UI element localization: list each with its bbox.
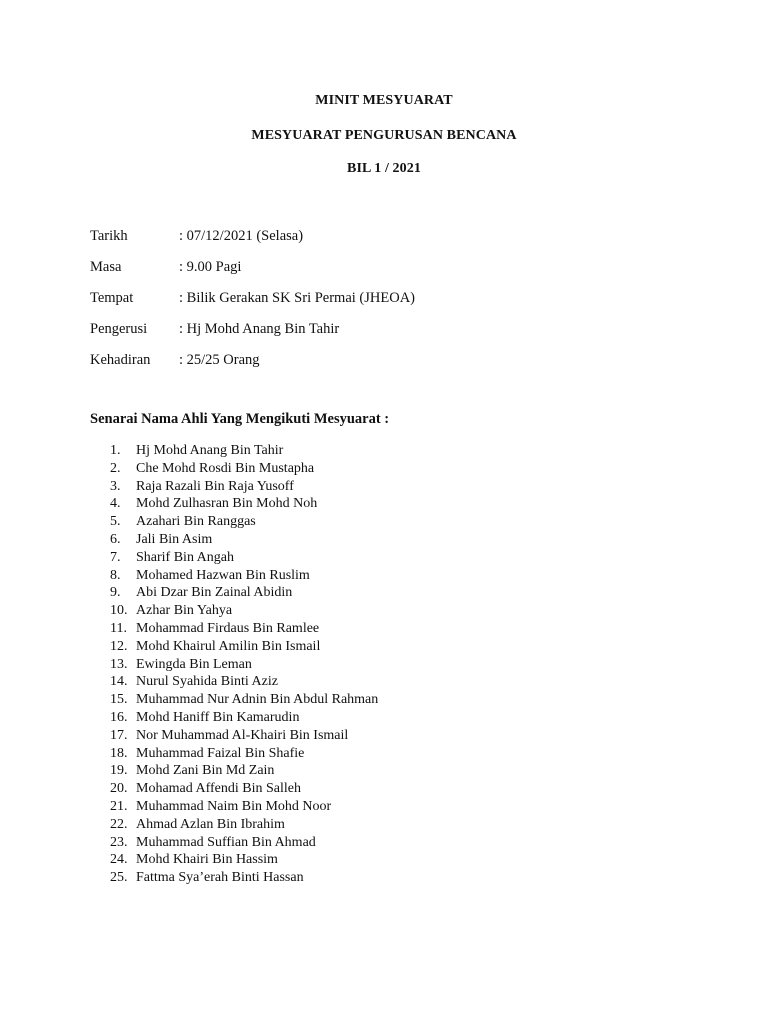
list-item-number: 8. <box>110 567 121 583</box>
member-name: Azhar Bin Yahya <box>136 603 233 619</box>
list-item <box>110 620 378 638</box>
list-item-number: 18. <box>110 745 128 761</box>
list-item <box>110 691 378 709</box>
member-name: Mohamed Hazwan Bin Ruslim <box>136 567 310 583</box>
list-item <box>110 798 378 816</box>
member-name: Nurul Syahida Binti Aziz <box>136 674 278 690</box>
member-name: Mohd Khairi Bin Hassim <box>136 852 278 868</box>
list-item-number: 19. <box>110 763 128 779</box>
list-item-number: 12. <box>110 638 128 654</box>
list-item <box>110 638 378 656</box>
list-item-number: 17. <box>110 727 128 743</box>
member-name: Mohd Zani Bin Md Zain <box>136 763 275 779</box>
list-item <box>110 762 378 780</box>
list-item-number: 25. <box>110 870 128 886</box>
list-item-number: 15. <box>110 692 128 708</box>
document-title: MINIT MESYUARAT <box>315 93 453 108</box>
member-name: Azahari Bin Ranggas <box>136 514 256 530</box>
list-item-number: 4. <box>110 496 121 512</box>
list-item-number: 1. <box>110 443 121 458</box>
member-name: Ahmad Azlan Bin Ibrahim <box>136 816 285 832</box>
member-name: Mohd Haniff Bin Kamarudin <box>136 709 300 725</box>
member-name: Abi Dzar Bin Zainal Abidin <box>136 585 293 601</box>
list-item <box>110 745 378 763</box>
detail-value: : 25/25 Orang <box>179 352 260 368</box>
member-name: Fattma Sya’erah Binti Hassan <box>136 870 304 886</box>
list-item-number: 20. <box>110 781 128 797</box>
member-name: Hj Mohd Anang Bin Tahir <box>136 443 284 458</box>
list-item <box>110 460 378 478</box>
detail-label: Kehadiran <box>90 352 151 368</box>
detail-label: Tarikh <box>90 228 128 244</box>
member-name: Jali Bin Asim <box>136 531 213 547</box>
list-item <box>110 834 378 852</box>
member-name: Ewingda Bin Leman <box>136 656 252 672</box>
list-item <box>110 780 378 798</box>
list-item-number: 22. <box>110 816 128 832</box>
list-item <box>110 816 378 834</box>
meeting-number: BIL 1 / 2021 <box>347 161 421 176</box>
member-name: Mohammad Firdaus Bin Ramlee <box>136 620 320 636</box>
list-item <box>110 478 378 496</box>
list-item-number: 7. <box>110 549 121 565</box>
list-item-number: 5. <box>110 514 121 530</box>
detail-value: : 9.00 Pagi <box>179 259 242 275</box>
meeting-name: MESYUARAT PENGURUSAN BENCANA <box>251 128 517 143</box>
member-name: Raja Razali Bin Raja Yusoff <box>136 478 294 494</box>
list-item <box>110 727 378 745</box>
list-item <box>110 531 378 549</box>
detail-value: : Bilik Gerakan SK Sri Permai (JHEOA) <box>179 290 415 306</box>
member-name: Muhammad Suffian Bin Ahmad <box>136 834 316 850</box>
detail-value: : 07/12/2021 (Selasa) <box>179 228 304 244</box>
detail-value: : Hj Mohd Anang Bin Tahir <box>179 321 340 337</box>
member-name: Sharif Bin Angah <box>136 549 234 565</box>
member-name: Mohamad Affendi Bin Salleh <box>136 781 301 797</box>
list-item-number: 6. <box>110 531 121 547</box>
member-name: Nor Muhammad Al-Khairi Bin Ismail <box>136 727 349 743</box>
list-item-number: 9. <box>110 585 121 601</box>
list-item <box>110 513 378 531</box>
list-item-number: 11. <box>110 620 127 636</box>
member-list <box>110 442 378 887</box>
list-item <box>110 673 378 691</box>
list-item-number: 24. <box>110 852 128 868</box>
list-item-number: 13. <box>110 656 128 672</box>
list-item <box>110 584 378 602</box>
member-name: Mohd Khairul Amilin Bin Ismail <box>136 638 321 654</box>
member-name: Muhammad Faizal Bin Shafie <box>136 745 305 761</box>
list-item-number: 3. <box>110 478 121 494</box>
member-name: Muhammad Nur Adnin Bin Abdul Rahman <box>136 692 379 708</box>
list-item <box>110 709 378 727</box>
list-item <box>110 495 378 513</box>
member-name: Muhammad Naim Bin Mohd Noor <box>136 798 332 814</box>
list-item-number: 14. <box>110 674 128 690</box>
list-item <box>110 851 378 869</box>
list-item-number: 10. <box>110 603 128 619</box>
list-item <box>110 602 378 620</box>
list-item-number: 16. <box>110 709 128 725</box>
detail-label: Pengerusi <box>90 321 148 337</box>
detail-label: Tempat <box>90 290 134 306</box>
detail-label: Masa <box>90 259 122 275</box>
list-item <box>110 549 378 567</box>
list-item-number: 21. <box>110 798 128 814</box>
list-item <box>110 656 378 674</box>
member-name: Che Mohd Rosdi Bin Mustapha <box>136 460 315 476</box>
member-name: Mohd Zulhasran Bin Mohd Noh <box>136 496 318 512</box>
members-heading: Senarai Nama Ahli Yang Mengikuti Mesyuarat : <box>90 411 390 427</box>
list-item-number: 23. <box>110 834 128 850</box>
list-item-number: 2. <box>110 460 121 476</box>
list-item <box>110 442 378 460</box>
list-item <box>110 869 378 887</box>
list-item <box>110 567 378 585</box>
